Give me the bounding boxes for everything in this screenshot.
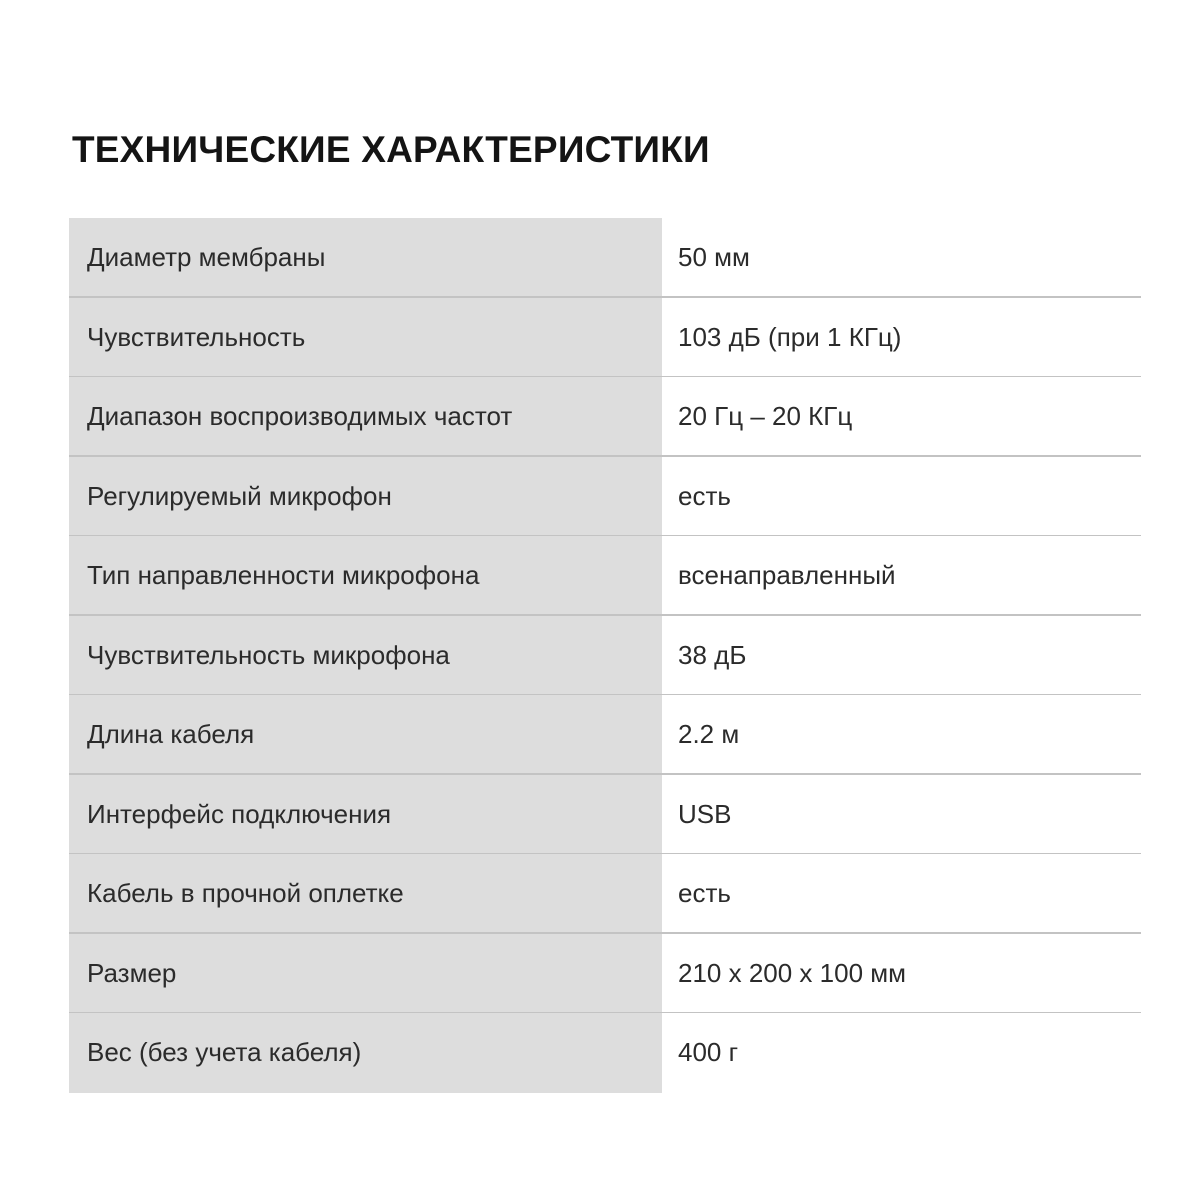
spec-value: USB <box>678 798 732 829</box>
spec-name: Диаметр мембраны <box>69 218 662 298</box>
spec-row-interface <box>69 775 1141 855</box>
spec-value: 2.2 м <box>678 719 740 750</box>
spec-row-braided-cable <box>69 854 1141 934</box>
spec-value: есть <box>678 480 731 511</box>
spec-row-weight <box>69 1013 1141 1093</box>
spec-name: Размер <box>69 934 662 1014</box>
spec-name: Чувствительность микрофона <box>69 616 662 696</box>
spec-name: Тип направленности микрофона <box>69 536 662 616</box>
spec-name: Чувствительность <box>69 298 662 378</box>
spec-name: Диапазон воспроизводимых частот <box>69 377 662 457</box>
spec-value: 38 дБ <box>678 639 747 670</box>
spec-value: 50 мм <box>678 242 750 273</box>
spec-row-membrane-diameter <box>69 218 1141 298</box>
spec-row-cable-length <box>69 695 1141 775</box>
spec-name: Кабель в прочной оплетке <box>69 854 662 934</box>
spec-row-size <box>69 934 1141 1014</box>
spec-name: Интерфейс подключения <box>69 775 662 855</box>
spec-name: Вес (без учета кабеля) <box>69 1013 662 1093</box>
spec-value: 103 дБ (при 1 КГц) <box>678 321 902 352</box>
spec-row-frequency-range <box>69 377 1141 457</box>
spec-name: Длина кабеля <box>69 695 662 775</box>
spec-name: Регулируемый микрофон <box>69 457 662 537</box>
spec-table <box>69 218 1141 1093</box>
spec-value: всенаправленный <box>678 560 896 591</box>
spec-value: 20 Гц – 20 КГц <box>678 401 853 432</box>
spec-row-mic-sensitivity <box>69 616 1141 696</box>
spec-value: 400 г <box>678 1037 739 1068</box>
page-title: ТЕХНИЧЕСКИЕ ХАРАКТЕРИСТИКИ <box>72 129 710 170</box>
spec-value: 210 x 200 x 100 мм <box>678 957 907 988</box>
spec-value: есть <box>678 878 731 909</box>
spec-row-adjustable-mic <box>69 457 1141 537</box>
spec-row-sensitivity <box>69 298 1141 378</box>
spec-row-mic-directivity <box>69 536 1141 616</box>
